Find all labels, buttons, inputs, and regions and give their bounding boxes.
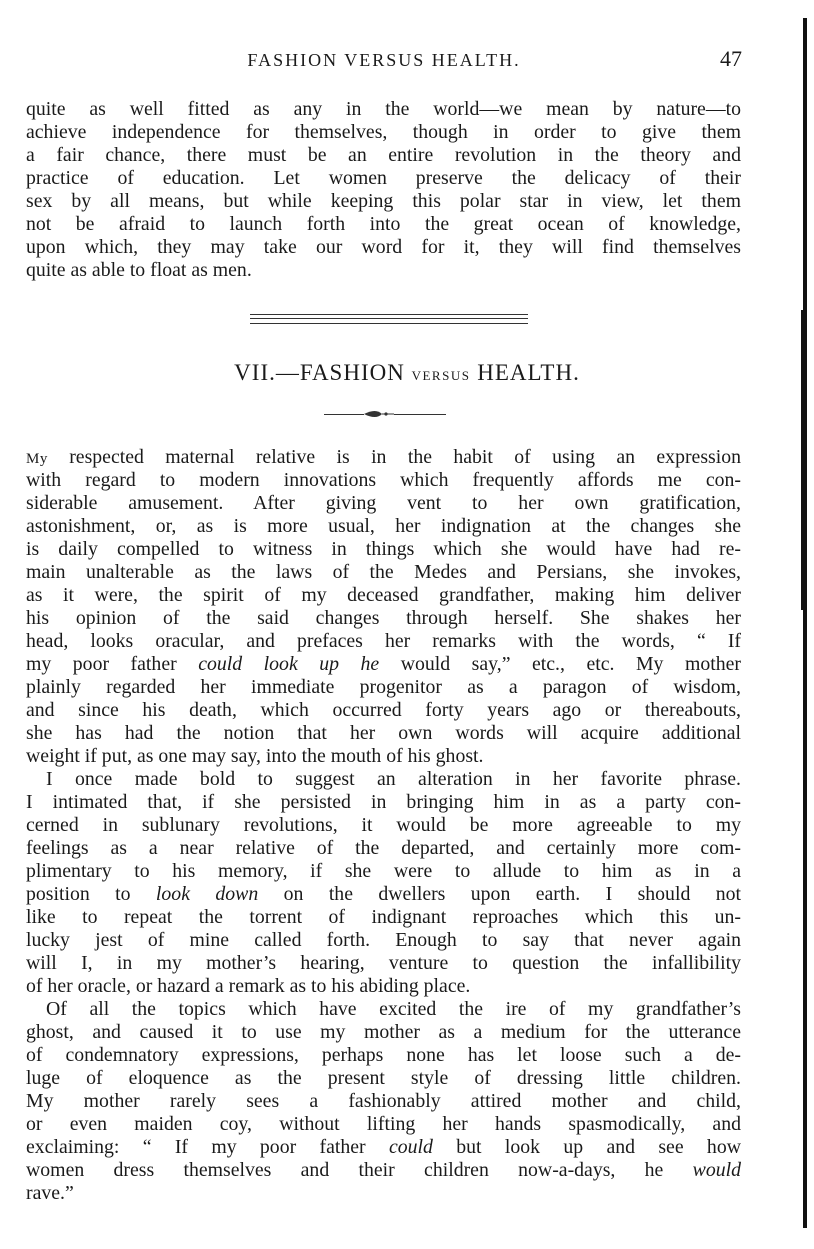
body-text: respected maternal relative is in the habit of using an expression bbox=[47, 446, 741, 468]
intro-line: sex by all means, but while keeping this polar star in view, let them bbox=[26, 190, 741, 212]
section-divider-rule bbox=[250, 314, 528, 324]
ornament-rule-right bbox=[394, 414, 446, 415]
body-line: like to repeat the torrent of indignant reproaches which this un- bbox=[26, 906, 741, 928]
body-text: position to bbox=[26, 883, 156, 905]
drop-cap-word: My bbox=[26, 451, 48, 467]
intro-line: quite as well fitted as any in the world—we mean by nature—to bbox=[26, 98, 741, 120]
body-text: women dress themselves and their children now-a-days, he bbox=[26, 1159, 693, 1181]
body-line: weight if put, as one may say, into the mouth of his ghost. bbox=[26, 745, 484, 767]
body-line: siderable amusement. After giving vent to her own gratification, bbox=[26, 492, 741, 514]
ornament-divider bbox=[324, 410, 446, 418]
intro-line: achieve independence for themselves, though in order to give them bbox=[26, 121, 741, 143]
page-binding-edge bbox=[803, 18, 807, 1228]
section-heading bbox=[0, 360, 814, 386]
italic-text: could bbox=[388, 1136, 433, 1158]
body-line: will I, in my mother’s hearing, venture to question the infallibility bbox=[26, 952, 741, 974]
body-line: ghost, and caused it to use my mother as a medium for the utterance bbox=[26, 1021, 741, 1043]
body-line: Of all the topics which have excited the ire of my grandfather’s bbox=[46, 998, 741, 1020]
italic-text: would bbox=[692, 1159, 741, 1181]
intro-line: upon which, they may take our word for it, they will find themselves bbox=[26, 236, 741, 258]
intro-line: quite as able to float as men. bbox=[26, 259, 252, 281]
body-line bbox=[26, 653, 741, 676]
body-line: main unalterable as the laws of the Medes and Persians, she invokes, bbox=[26, 561, 741, 583]
body-line: plimentary to his memory, if she were to allude to him as in a bbox=[26, 860, 741, 882]
italic-text: could look up he bbox=[198, 653, 380, 675]
body-line: as it were, the spirit of my deceased grandfather, making him deliver bbox=[26, 584, 741, 606]
body-line: of her oracle, or hazard a remark as to his abiding place. bbox=[26, 975, 471, 997]
fleuron-icon bbox=[364, 410, 394, 418]
ornament-rule-left bbox=[324, 414, 364, 415]
body-line: and since his death, which occurred forty years ago or thereabouts, bbox=[26, 699, 741, 721]
running-head bbox=[24, 46, 744, 76]
body-line: astonishment, or, as is more usual, her indignation at the changes she bbox=[26, 515, 741, 537]
body-line: luge of eloquence as the present style of dressing little children. bbox=[26, 1067, 741, 1089]
body-line: with regard to modern innovations which frequently affords me con- bbox=[26, 469, 741, 491]
body-line bbox=[26, 1136, 741, 1159]
body-text: my poor father bbox=[26, 653, 199, 675]
body-line: or even maiden coy, without lifting her hands spasmodically, and bbox=[26, 1113, 741, 1135]
body-line bbox=[26, 1159, 741, 1182]
italic-text: look down bbox=[155, 883, 259, 905]
running-title: FASHION VERSUS HEALTH. bbox=[247, 50, 521, 70]
section-title-a: —FASHION bbox=[275, 360, 405, 385]
body-line: lucky jest of mine called forth. Enough to say that never again bbox=[26, 929, 741, 951]
body-text: would say,” etc., etc. My mother bbox=[379, 653, 741, 675]
intro-line: a fair chance, there must be an entire revolution in the theory and bbox=[26, 144, 741, 166]
body-line bbox=[26, 446, 741, 471]
body-text: but look up and see how bbox=[432, 1136, 741, 1158]
body-line: I once made bold to suggest an alteration in her favorite phrase. bbox=[46, 768, 741, 790]
intro-line: practice of education. Let women preserve the delicacy of their bbox=[26, 167, 741, 189]
body-line: his opinion of the said changes through herself. She shakes her bbox=[26, 607, 741, 629]
body-line: head, looks oracular, and prefaces her remarks with the words, “ If bbox=[26, 630, 741, 652]
body-line: feelings as a near relative of the departed, and certainly more com- bbox=[26, 837, 741, 859]
body-line: cerned in sublunary revolutions, it would be more agreeable to my bbox=[26, 814, 741, 836]
body-line: she has had the notion that her own words will acquire additional bbox=[26, 722, 741, 744]
body-line: of condemnatory expressions, perhaps none has let loose such a de- bbox=[26, 1044, 741, 1066]
section-number: VII. bbox=[234, 360, 276, 385]
body-line bbox=[26, 883, 741, 906]
body-text: on the dwellers upon earth. I should not bbox=[258, 883, 742, 905]
intro-line: not be afraid to launch forth into the great ocean of knowledge, bbox=[26, 213, 741, 235]
section-title-versus: VERSUS bbox=[411, 368, 471, 383]
page-number: 47 bbox=[720, 46, 742, 71]
body-line: I intimated that, if she persisted in bringing him in as a party con- bbox=[26, 791, 741, 813]
body-text: exclaiming: “ If my poor father bbox=[26, 1136, 389, 1158]
page-edge-mark bbox=[801, 310, 804, 610]
body-line: rave.” bbox=[26, 1182, 74, 1204]
section-title-b: HEALTH. bbox=[477, 360, 580, 385]
body-line: is daily compelled to witness in things which she would have had re- bbox=[26, 538, 741, 560]
body-line: My mother rarely sees a fashionably attired mother and child, bbox=[26, 1090, 741, 1112]
body-line: plainly regarded her immediate progenitor as a paragon of wisdom, bbox=[26, 676, 741, 698]
